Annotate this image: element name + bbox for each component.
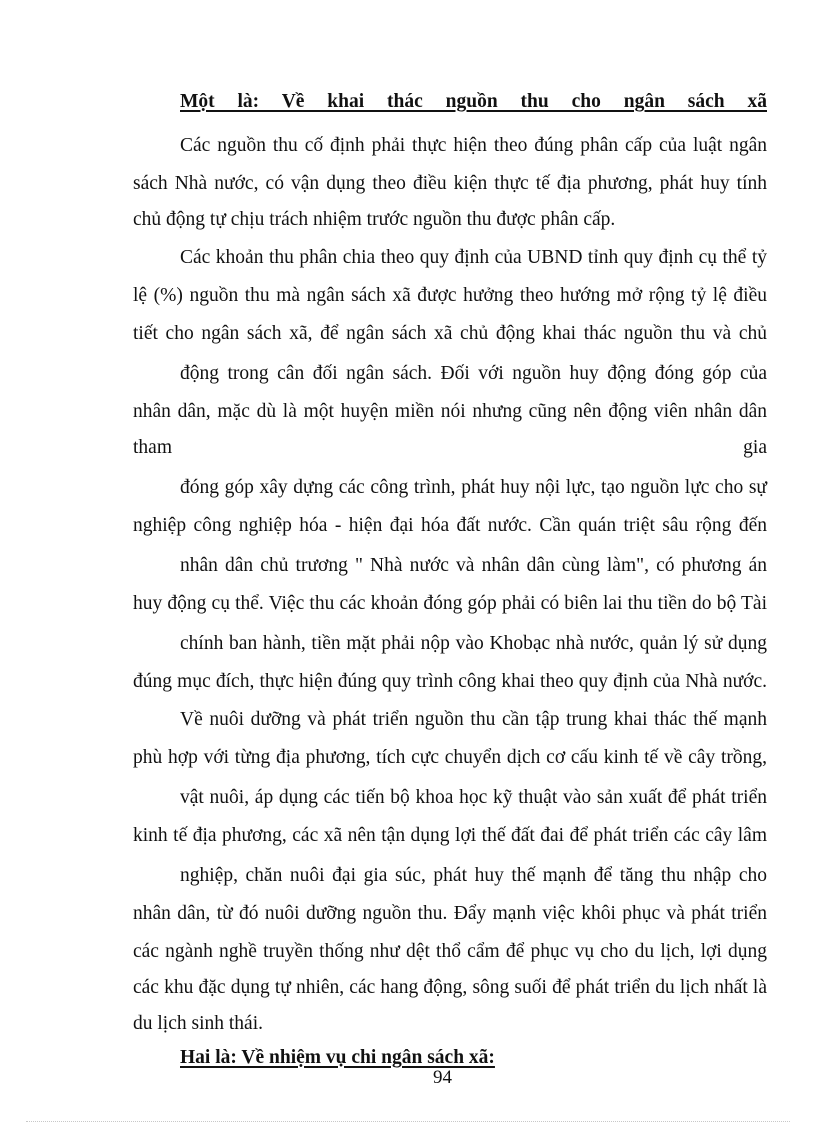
text-line: huy động cụ thể. Việc thu các khoản đóng góp phải có biên lai thu tiền do bộ Tài xyxy=(133,593,767,614)
text-line: lệ (%) nguồn thu mà ngân sách xã được hưởng theo hướng mở rộng tỷ lệ điều xyxy=(133,285,767,306)
split-left-word: tham xyxy=(133,437,172,458)
text-line: động trong cân đối ngân sách. Đối với nguồn huy động đóng góp của xyxy=(180,363,767,384)
text-line: chính ban hành, tiền mặt phải nộp vào Khobạc nhà nước, quản lý sử dụng xyxy=(180,633,767,654)
text-line: đóng góp xây dựng các công trình, phát huy nội lực, tạo nguồn lực cho sự xyxy=(180,477,767,498)
text-line: nghiệp công nghiệp hóa - hiện đại hóa đất nước. Cần quán triệt sâu rộng đến xyxy=(133,515,767,536)
text-line: vật nuôi, áp dụng các tiến bộ khoa học kỹ thuật vào sản xuất để phát triển xyxy=(180,787,767,808)
text-line: Về nuôi dưỡng và phát triển nguồn thu cần tập trung khai thác thế mạnh xyxy=(180,709,767,730)
text-line: du lịch sinh thái. xyxy=(133,1013,263,1034)
text-line: nhân dân, mặc dù là một huyện miền nói nhưng cũng nên động viên nhân dân xyxy=(133,401,767,422)
split-right-word: gia xyxy=(743,437,767,458)
text-line: nhân dân, từ đó nuôi dưỡng nguồn thu. Đẩy mạnh việc khôi phục và phát triển xyxy=(133,903,767,924)
text-line: chủ động tự chịu trách nhiệm trước nguồn thu được phân cấp. xyxy=(133,209,616,230)
page-number: 94 xyxy=(433,1067,452,1088)
text-line-split xyxy=(133,436,767,460)
text-line: nhân dân chủ trương " Nhà nước và nhân dân cùng làm", có phương án xyxy=(180,555,767,576)
section-heading-1: Một là: Về khai thác nguồn thu cho ngân sách xã xyxy=(180,91,767,112)
section-heading-2: Hai là: Về nhiệm vụ chi ngân sách xã: xyxy=(180,1047,495,1068)
text-line: các khu đặc dụng tự nhiên, các hang động, sông suối để phát triển du lịch nhất là xyxy=(133,977,767,998)
text-line: kinh tế địa phương, các xã nên tận dụng lợi thế đất đai để phát triển các cây lâm xyxy=(133,825,767,846)
text-line: nghiệp, chăn nuôi đại gia súc, phát huy thế mạnh để tăng thu nhập cho xyxy=(180,865,767,886)
text-line: Các nguồn thu cố định phải thực hiện theo đúng phân cấp của luật ngân xyxy=(180,135,767,156)
page-edge-divider xyxy=(26,1121,790,1122)
text-line: Các khoản thu phân chia theo quy định của UBND tỉnh quy định cụ thể tỷ xyxy=(180,247,767,268)
text-line: đúng mục đích, thực hiện đúng quy trình công khai theo quy định của Nhà nước. xyxy=(133,671,767,692)
text-line: sách Nhà nước, có vận dụng theo điều kiện thực tế địa phương, phát huy tính xyxy=(133,173,767,194)
text-line: tiết cho ngân sách xã, để ngân sách xã chủ động khai thác nguồn thu và chủ xyxy=(133,323,767,344)
text-line: các ngành nghề truyền thống như dệt thổ cẩm để phục vụ cho du lịch, lợi dụng xyxy=(133,941,767,962)
text-line: phù hợp với từng địa phương, tích cực chuyển dịch cơ cấu kinh tế về cây trồng, xyxy=(133,747,767,768)
